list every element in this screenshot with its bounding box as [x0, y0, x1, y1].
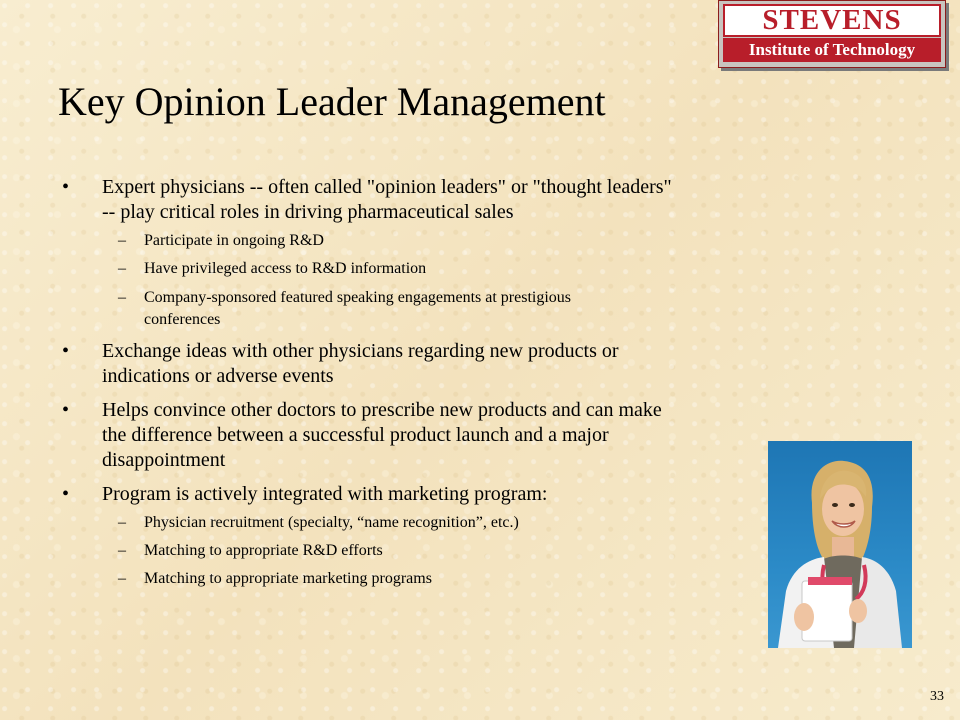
- sub-bullet-1-2: Have privileged access to R&D information: [144, 260, 427, 277]
- sub-bullet-marker: –: [118, 260, 126, 277]
- slide-title: Key Opinion Leader Management: [58, 79, 606, 124]
- sub-bullet-1-3-line-1: Company-sponsored featured speaking engagements at prestigious: [144, 289, 571, 306]
- sub-bullet-marker: –: [118, 289, 126, 306]
- bullet-4-text: Program is actively integrated with marketing program:: [102, 483, 548, 505]
- bullet-marker: •: [62, 399, 70, 421]
- bullet-marker: •: [62, 483, 70, 505]
- sub-bullet-1-3: [144, 287, 744, 331]
- bullet-1-line-1: Expert physicians -- often called "opinion leaders" or "thought leaders": [102, 176, 672, 198]
- bullet-2-line-1: Exchange ideas with other physicians regarding new products or: [102, 340, 619, 362]
- bullet-marker: •: [62, 176, 70, 198]
- bullet-2-text: [102, 339, 802, 389]
- bullet-2-line-2: indications or adverse events: [102, 365, 334, 387]
- physician-photo: [768, 441, 912, 648]
- sub-bullet-4-2: Matching to appropriate R&D efforts: [144, 542, 383, 559]
- sub-bullet-marker: –: [118, 514, 126, 531]
- sub-bullet-marker: –: [118, 570, 126, 587]
- bullet-3-line-3: disappointment: [102, 449, 226, 471]
- stevens-logo: [718, 0, 946, 68]
- logo-tagline: Institute of Technology: [723, 38, 941, 62]
- sub-bullet-marker: –: [118, 232, 126, 249]
- bullet-3-line-2: the difference between a successful product launch and a major: [102, 424, 609, 446]
- sub-bullet-1-1: Participate in ongoing R&D: [144, 232, 324, 249]
- sub-bullet-1-3-line-2: conferences: [144, 311, 221, 328]
- sub-bullet-marker: –: [118, 542, 126, 559]
- logo-name: STEVENS: [723, 4, 941, 37]
- sub-bullet-4-1: Physician recruitment (specialty, “name recognition”, etc.): [144, 514, 519, 531]
- bullet-3-text: [102, 398, 802, 473]
- bullet-3-line-1: Helps convince other doctors to prescribe new products and can make: [102, 399, 662, 421]
- physician-illustration: [768, 441, 912, 648]
- sub-bullet-4-3: Matching to appropriate marketing programs: [144, 570, 432, 587]
- bullet-marker: •: [62, 340, 70, 362]
- bullet-1-line-2: -- play critical roles in driving pharmaceutical sales: [102, 201, 514, 223]
- bullet-1-text: [102, 175, 802, 225]
- page-number: 33: [930, 689, 944, 704]
